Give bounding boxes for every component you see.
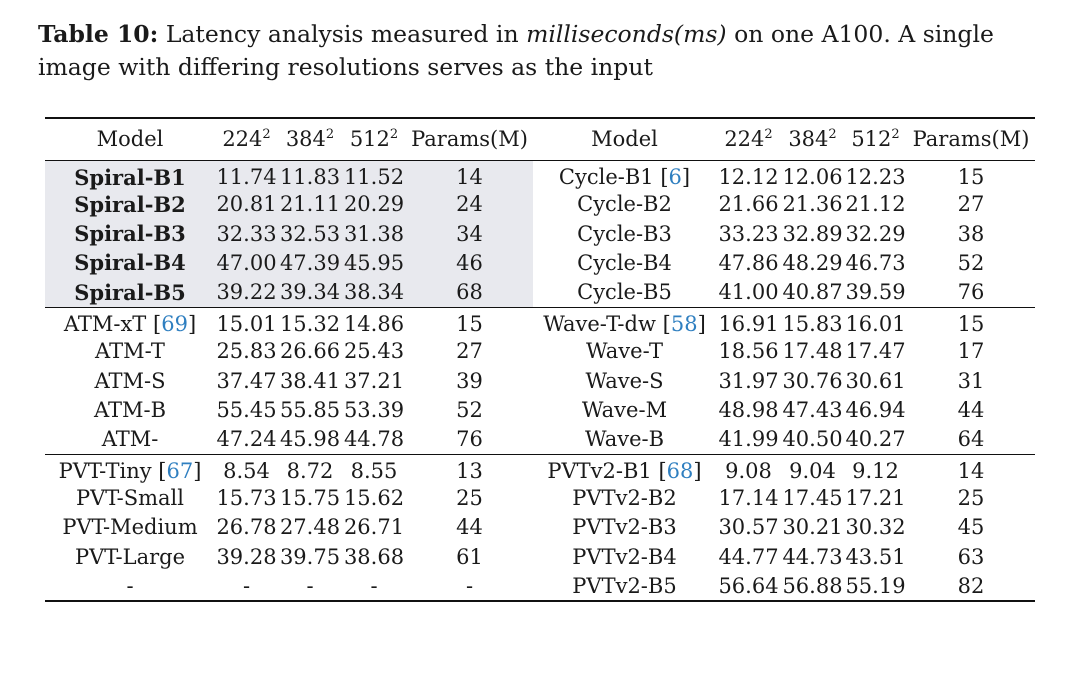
model-name-cell: PVT-Tiny [67] <box>58 458 202 483</box>
latency-224-cell: 21.66 <box>718 192 779 217</box>
latency-224-cell: 33.23 <box>718 221 779 246</box>
latency-384-cell: 38.41 <box>279 368 341 393</box>
params-cell: 45 <box>957 515 985 540</box>
latency-512-cell: 30.32 <box>845 515 906 540</box>
latency-384-cell: 12.06 <box>782 165 843 189</box>
table-caption <box>38 18 1048 84</box>
model-name-cell <box>45 572 215 601</box>
latency-224-cell: 41.99 <box>716 425 781 454</box>
model-name: Cycle-B1 <box>558 165 661 189</box>
latency-512-cell: 12.23 <box>845 165 906 189</box>
model-name-cell <box>45 190 215 219</box>
model-name-cell <box>45 160 215 190</box>
latency-512-cell: - <box>342 572 406 601</box>
citation-link[interactable]: 67 <box>166 458 194 483</box>
model-name: PVT-Medium <box>62 515 198 540</box>
latency-384-cell: - <box>278 572 342 601</box>
model-name-cell <box>533 483 716 512</box>
caption-text-before: Latency analysis measured in <box>158 20 527 48</box>
table-row <box>45 542 1035 571</box>
model-name: Wave-T <box>586 339 663 364</box>
table-row <box>45 248 1035 277</box>
table-row <box>45 395 1035 424</box>
params-cell: 17 <box>957 339 985 364</box>
model-name-cell <box>533 513 716 542</box>
table-row <box>45 366 1035 395</box>
table-row <box>45 425 1035 454</box>
latency-512-cell: 14.86 <box>343 312 405 336</box>
table-row <box>45 336 1035 365</box>
model-name-cell <box>45 278 215 307</box>
table-row <box>45 307 1035 336</box>
latency-384-cell: 39.75 <box>279 544 341 569</box>
latency-224-cell: 9.08 <box>725 458 772 483</box>
params-cell: 64 <box>907 425 1035 454</box>
latency-512-cell: 16.01 <box>845 312 906 336</box>
params-cell: 14 <box>406 160 533 190</box>
model-name-cell <box>533 336 716 365</box>
latency-224-cell: 56.64 <box>716 572 781 601</box>
model-name-cell <box>533 395 716 424</box>
model-name: Cycle-B4 <box>577 250 672 275</box>
latency-384-cell: 32.53 <box>278 219 342 248</box>
latency-512-cell: 21.12 <box>845 192 906 217</box>
latency-224-cell: 15.01 <box>216 312 277 336</box>
latency-224-cell: 18.56 <box>718 339 779 364</box>
latency-224-cell: 39.22 <box>215 278 278 307</box>
latency-384-cell: 15.32 <box>279 312 341 336</box>
header-res-224: $224^2$ <box>215 118 278 160</box>
latency-384-cell: 11.83 <box>278 160 342 190</box>
latency-384-cell: 40.87 <box>781 278 844 307</box>
params-cell: 27 <box>456 339 483 364</box>
header-res-224: $224^2$ <box>716 118 781 160</box>
latency-224-cell: 32.33 <box>215 219 278 248</box>
latency-384-cell: 32.89 <box>782 221 843 246</box>
model-name: PVTv2-B4 <box>572 544 677 569</box>
model-name: PVTv2-B3 <box>572 515 677 540</box>
latency-table <box>45 117 1035 602</box>
model-name: ATM-B <box>93 397 167 422</box>
header-res-384: $384^2$ <box>781 118 844 160</box>
citation-link[interactable]: 68 <box>666 458 694 483</box>
latency-224-cell: 11.74 <box>215 160 278 190</box>
table-row <box>45 572 1035 601</box>
latency-512-cell: 26.71 <box>343 515 405 540</box>
model-name: Cycle-B2 <box>577 192 672 217</box>
latency-384-cell: 21.11 <box>278 190 342 219</box>
model-name-cell <box>533 366 716 395</box>
table-row <box>45 454 1035 483</box>
model-name: Wave-T-dw <box>543 312 663 336</box>
latency-224-cell: 15.73 <box>216 486 277 511</box>
model-name: - <box>126 573 134 598</box>
latency-512-cell: 17.21 <box>845 486 906 511</box>
latency-224-cell: 16.91 <box>718 312 779 336</box>
params-cell: 34 <box>406 219 533 248</box>
params-cell: 27 <box>957 192 985 217</box>
citation-link[interactable]: 58 <box>670 312 698 336</box>
model-name: Wave-B <box>584 427 665 452</box>
table-body <box>45 160 1035 601</box>
caption-text-after: on one A100. A single image with differing resolutions serves as the input <box>38 20 994 81</box>
latency-512-cell: 30.61 <box>845 368 906 393</box>
params-cell: 76 <box>907 278 1035 307</box>
model-name-cell <box>45 366 215 395</box>
params-cell: 13 <box>456 458 483 483</box>
latency-512-cell: 53.39 <box>343 397 405 422</box>
model-name: Spiral-B3 <box>74 221 186 247</box>
params-cell: 52 <box>957 250 985 275</box>
header-res-512: $512^2$ <box>342 118 406 160</box>
header-res-512: $512^2$ <box>844 118 907 160</box>
model-name: Cycle-B3 <box>577 221 672 246</box>
latency-512-cell: 45.95 <box>342 248 406 277</box>
latency-384-cell: 17.45 <box>782 486 843 511</box>
latency-384-cell: 15.75 <box>279 486 341 511</box>
latency-512-cell: 43.51 <box>845 544 906 569</box>
model-name-cell <box>533 219 716 248</box>
latency-384-cell: 9.04 <box>789 458 836 483</box>
model-name-cell <box>533 278 716 307</box>
model-name-cell: Wave-T-dw [58] <box>543 312 706 336</box>
model-name: PVTv2-B5 <box>572 573 677 598</box>
model-name: Spiral-B5 <box>74 279 186 305</box>
model-name-cell <box>533 542 716 571</box>
latency-512-cell: 17.47 <box>845 339 906 364</box>
latency-224-cell: - <box>215 572 278 601</box>
params-cell: 44 <box>957 397 985 422</box>
latency-224-cell: 26.78 <box>216 515 277 540</box>
latency-224-cell: 41.00 <box>716 278 781 307</box>
latency-512-cell: 44.78 <box>342 425 406 454</box>
latency-384-cell: 55.85 <box>279 397 341 422</box>
model-name: ATM- <box>101 427 159 452</box>
model-name: Wave-M <box>581 397 668 422</box>
model-name: ATM-xT <box>63 312 153 336</box>
params-cell: 61 <box>456 544 483 569</box>
latency-384-cell: 30.21 <box>782 515 843 540</box>
model-name: Wave-S <box>585 368 664 393</box>
params-cell: 39 <box>456 368 483 393</box>
params-cell: 31 <box>957 368 985 393</box>
latency-384-cell: 15.83 <box>782 312 843 336</box>
latency-512-cell: 15.62 <box>343 486 405 511</box>
table-row <box>45 513 1035 542</box>
params-cell: 24 <box>406 190 533 219</box>
latency-224-cell: 8.54 <box>223 458 270 483</box>
model-name-cell <box>45 513 215 542</box>
latency-224-cell: 37.47 <box>216 368 277 393</box>
params-cell: - <box>406 572 533 601</box>
latency-512-cell: 37.21 <box>343 368 405 393</box>
params-cell: 38 <box>957 221 985 246</box>
latency-384-cell: 48.29 <box>782 250 843 275</box>
model-name: Spiral-B4 <box>74 250 186 276</box>
model-name: PVT-Tiny <box>58 458 159 483</box>
table-row <box>45 278 1035 307</box>
latency-384-cell: 26.66 <box>279 339 341 364</box>
citation-link[interactable]: 6 <box>668 165 682 189</box>
latency-384-cell: 47.39 <box>278 248 342 277</box>
latency-512-cell: 25.43 <box>343 339 405 364</box>
latency-224-cell: 25.83 <box>216 339 277 364</box>
latency-512-cell: 46.73 <box>845 250 906 275</box>
latency-512-cell: 38.34 <box>342 278 406 307</box>
model-name-cell: ATM-xT [69] <box>63 312 197 336</box>
latency-384-cell: 8.72 <box>286 458 334 483</box>
latency-384-cell: 40.50 <box>781 425 844 454</box>
params-cell: 25 <box>957 486 985 511</box>
params-cell: 68 <box>406 278 533 307</box>
latency-224-cell: 31.97 <box>718 368 779 393</box>
params-cell: 44 <box>456 515 483 540</box>
table-row <box>45 483 1035 512</box>
latency-384-cell: 39.34 <box>278 278 342 307</box>
latency-384-cell: 21.36 <box>782 192 843 217</box>
latency-224-cell: 47.86 <box>718 250 779 275</box>
latency-512-cell: 20.29 <box>342 190 406 219</box>
model-name-cell <box>45 425 215 454</box>
model-name-cell <box>45 219 215 248</box>
model-name: ATM-T <box>95 339 165 364</box>
params-cell: 82 <box>907 572 1035 601</box>
latency-512-cell: 39.59 <box>844 278 907 307</box>
header-row <box>45 118 1035 160</box>
model-name-cell: Cycle-B1 [6] <box>558 165 691 189</box>
model-name-cell <box>45 248 215 277</box>
latency-224-cell: 20.81 <box>215 190 278 219</box>
latency-224-cell: 47.24 <box>215 425 278 454</box>
model-name: Cycle-B5 <box>577 280 672 305</box>
params-cell: 63 <box>957 544 985 569</box>
model-name-cell <box>45 483 215 512</box>
latency-512-cell: 9.12 <box>852 458 899 483</box>
header-params: Params(M) <box>907 118 1035 160</box>
citation-link[interactable]: 69 <box>161 312 188 336</box>
latency-384-cell: 47.43 <box>782 397 843 422</box>
model-name: PVT-Small <box>76 486 184 511</box>
model-name: PVT-Large <box>74 544 186 569</box>
latency-224-cell: 44.77 <box>718 544 779 569</box>
header-params: Params(M) <box>406 118 533 160</box>
params-cell: 52 <box>456 397 483 422</box>
model-name-cell: PVTv2-B1 [68] <box>547 458 702 483</box>
latency-224-cell: 30.57 <box>718 515 779 540</box>
model-name-cell <box>45 336 215 365</box>
table-row <box>45 160 1035 190</box>
table-row <box>45 219 1035 248</box>
latency-384-cell: 44.73 <box>782 544 843 569</box>
params-cell: 25 <box>456 486 483 511</box>
latency-224-cell: 48.98 <box>718 397 779 422</box>
model-name: PVTv2-B2 <box>572 486 677 511</box>
model-name: PVTv2-B1 <box>547 458 659 483</box>
latency-224-cell: 39.28 <box>216 544 277 569</box>
model-name-cell <box>45 542 215 571</box>
latency-224-cell: 47.00 <box>215 248 278 277</box>
header-model: Model <box>533 118 716 160</box>
model-name: Spiral-B2 <box>74 191 186 217</box>
latency-512-cell: 31.38 <box>342 219 406 248</box>
header-model: Model <box>45 118 215 160</box>
caption-label: Table 10: <box>38 20 159 48</box>
latency-512-cell: 38.68 <box>343 544 405 569</box>
latency-384-cell: 30.76 <box>782 368 843 393</box>
model-name-cell <box>533 248 716 277</box>
latency-384-cell: 45.98 <box>278 425 342 454</box>
latency-512-cell: 11.52 <box>342 160 406 190</box>
params-cell: 46 <box>406 248 533 277</box>
latency-512-cell: 32.29 <box>845 221 906 246</box>
params-cell: 14 <box>957 458 985 483</box>
caption-italic-unit: milliseconds(ms) <box>526 20 727 48</box>
latency-384-cell: 17.48 <box>782 339 843 364</box>
params-cell: 15 <box>456 312 483 336</box>
model-name: ATM-S <box>94 368 166 393</box>
latency-512-cell: 8.55 <box>350 458 398 483</box>
latency-512-cell: 55.19 <box>844 572 907 601</box>
latency-512-cell: 40.27 <box>844 425 907 454</box>
table-row <box>45 190 1035 219</box>
model-name: Spiral-B1 <box>74 164 186 190</box>
params-cell: 15 <box>957 312 985 336</box>
params-cell: 76 <box>406 425 533 454</box>
latency-224-cell: 17.14 <box>718 486 779 511</box>
latency-512-cell: 46.94 <box>845 397 906 422</box>
model-name-cell <box>45 395 215 424</box>
model-name-cell <box>533 572 716 601</box>
params-cell: 15 <box>957 165 985 189</box>
model-name-cell <box>533 425 716 454</box>
header-res-384: $384^2$ <box>278 118 342 160</box>
latency-224-cell: 12.12 <box>718 165 779 189</box>
latency-384-cell: 27.48 <box>279 515 341 540</box>
latency-224-cell: 55.45 <box>216 397 277 422</box>
model-name-cell <box>533 190 716 219</box>
latency-384-cell: 56.88 <box>781 572 844 601</box>
